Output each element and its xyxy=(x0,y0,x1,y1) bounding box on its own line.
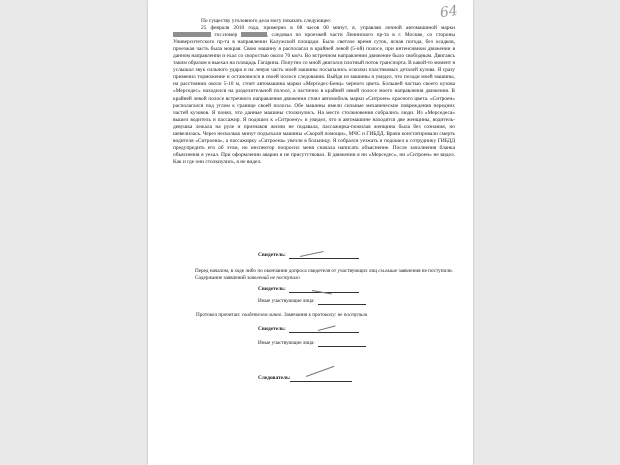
investigator-sign-line[interactable] xyxy=(290,381,352,382)
redacted-plate-number xyxy=(241,32,267,37)
testimony-part-2: гос.номер xyxy=(214,32,238,39)
testimony-paragraph xyxy=(173,25,455,166)
witness-label-1: Свидетель: xyxy=(258,252,286,258)
witness-sign-line-3[interactable] xyxy=(289,332,359,333)
witness-label-3: Свидетель: xyxy=(258,326,286,332)
protocol-remarks-label: . Замечания к протоколу: xyxy=(281,312,337,318)
protocol-remarks-hand: не поступили xyxy=(337,312,368,318)
testimony-part-1: 25 февраля 2010 года, примерно в 08 часов 00 минут, я, управляя личной автомашиной марки xyxy=(201,25,455,32)
notice-end: заявления не поступили. Содержание заявлений xyxy=(195,268,453,281)
investigator-label: Следователь: xyxy=(258,375,291,381)
testimony-part-3: , следовал по проезжей части Ленинского пр-та в г. Москве, со стороны Университетского пр-та в направлении Калужской площади. Было светлое время суток, ясная погода, без осадков, проезжая часть была мокрая. Свою машину я располагал в крайней левой (5-ой) полосе, при интенсивном движении в данном направлении и ехал со скоростью около 70 км/ч. Во встречном направлении движение было свободным. Двигаясь таким образом я выехал на площадь Гагарина. Попутно со мной двигался плотный поток транспорта. В какой-то момент я услышал звук сильного удара и на левую часть моей машины посыпались осколки пластиковых деталей кузова. Я сразу применил торможение и остановился в своей полосе следования. Выйдя из машины я увидел, что позади моей машины, на расстоянии около 5-10 м, стоит автомашина марки «Мерседес-Бенц» черного цвета. Большей частью своего кузова «Мерседес» находился на разделительной полосе, а частично в крайней левой полосе моего направления движения. В крайней левой полосе встречного направления движения стоял автомобиль марки «Ситроен» красного цвета. «Ситроен» располагался под углом к границе своей полосы. Обе машины имели сильные механические повреждения передних частей кузовов. Я понял, что данные машины столкнулись. На место столкновения собрались люди. Из «Мерседеса» вышел водитель и пассажир. Я подошел к «Ситроену» и увидел, что в автомашине находятся две женщины, водитель-девушка лежала на руле и признаков жизни не подавала, пассажирка-пожилая женщина была без сознания, но шевелилась. Через несколько минут подъехали машины «Скорой помощи», МЧС и ГИБДД. Врачи констатировали смерть водителя «Ситроена», а пассажирку «Ситроена» увезли в больницу. Я собрался уезжать и подошел к сотруднику ГИБДД предупредить его об этом, но инспектор попросил меня сначала написать объяснение. После заполнения бланка объяснения я уехал. При оформлении аварии я не присутствовал. В движении я ни «Мерседес», ни «Ситроен» не видел. Как и где они столкнулись, я не видел. xyxy=(173,32,455,165)
other-participants-1: Иные участвующие лица: xyxy=(258,298,315,304)
witness-sign-line-1[interactable] xyxy=(289,258,359,259)
redacted-car-model xyxy=(173,32,211,37)
notice-text xyxy=(195,268,460,282)
notice-line: Перед началом, в ходе либо по окончании допроса свидетеля от участвующих лиц xyxy=(195,268,378,274)
witness-label-2: Свидетель: xyxy=(258,286,286,292)
page-number: 64 xyxy=(438,2,459,22)
notice-handwritten: см.выше xyxy=(378,268,398,274)
testimony-text xyxy=(173,18,455,166)
notice-handwritten-2: заявлений не поступило xyxy=(247,275,300,281)
protocol-read-hand: свидетелем лично xyxy=(241,312,282,318)
other-participants-2: Иные участвующие лица: xyxy=(258,340,315,346)
protocol-read-text xyxy=(196,312,446,318)
intro-line: По существу уголовного дела могу показать следующее: xyxy=(201,18,332,24)
participants-line-2[interactable] xyxy=(318,346,366,347)
protocol-read-label: Протокол прочитан: xyxy=(196,312,241,318)
participants-line-1[interactable] xyxy=(318,304,366,305)
